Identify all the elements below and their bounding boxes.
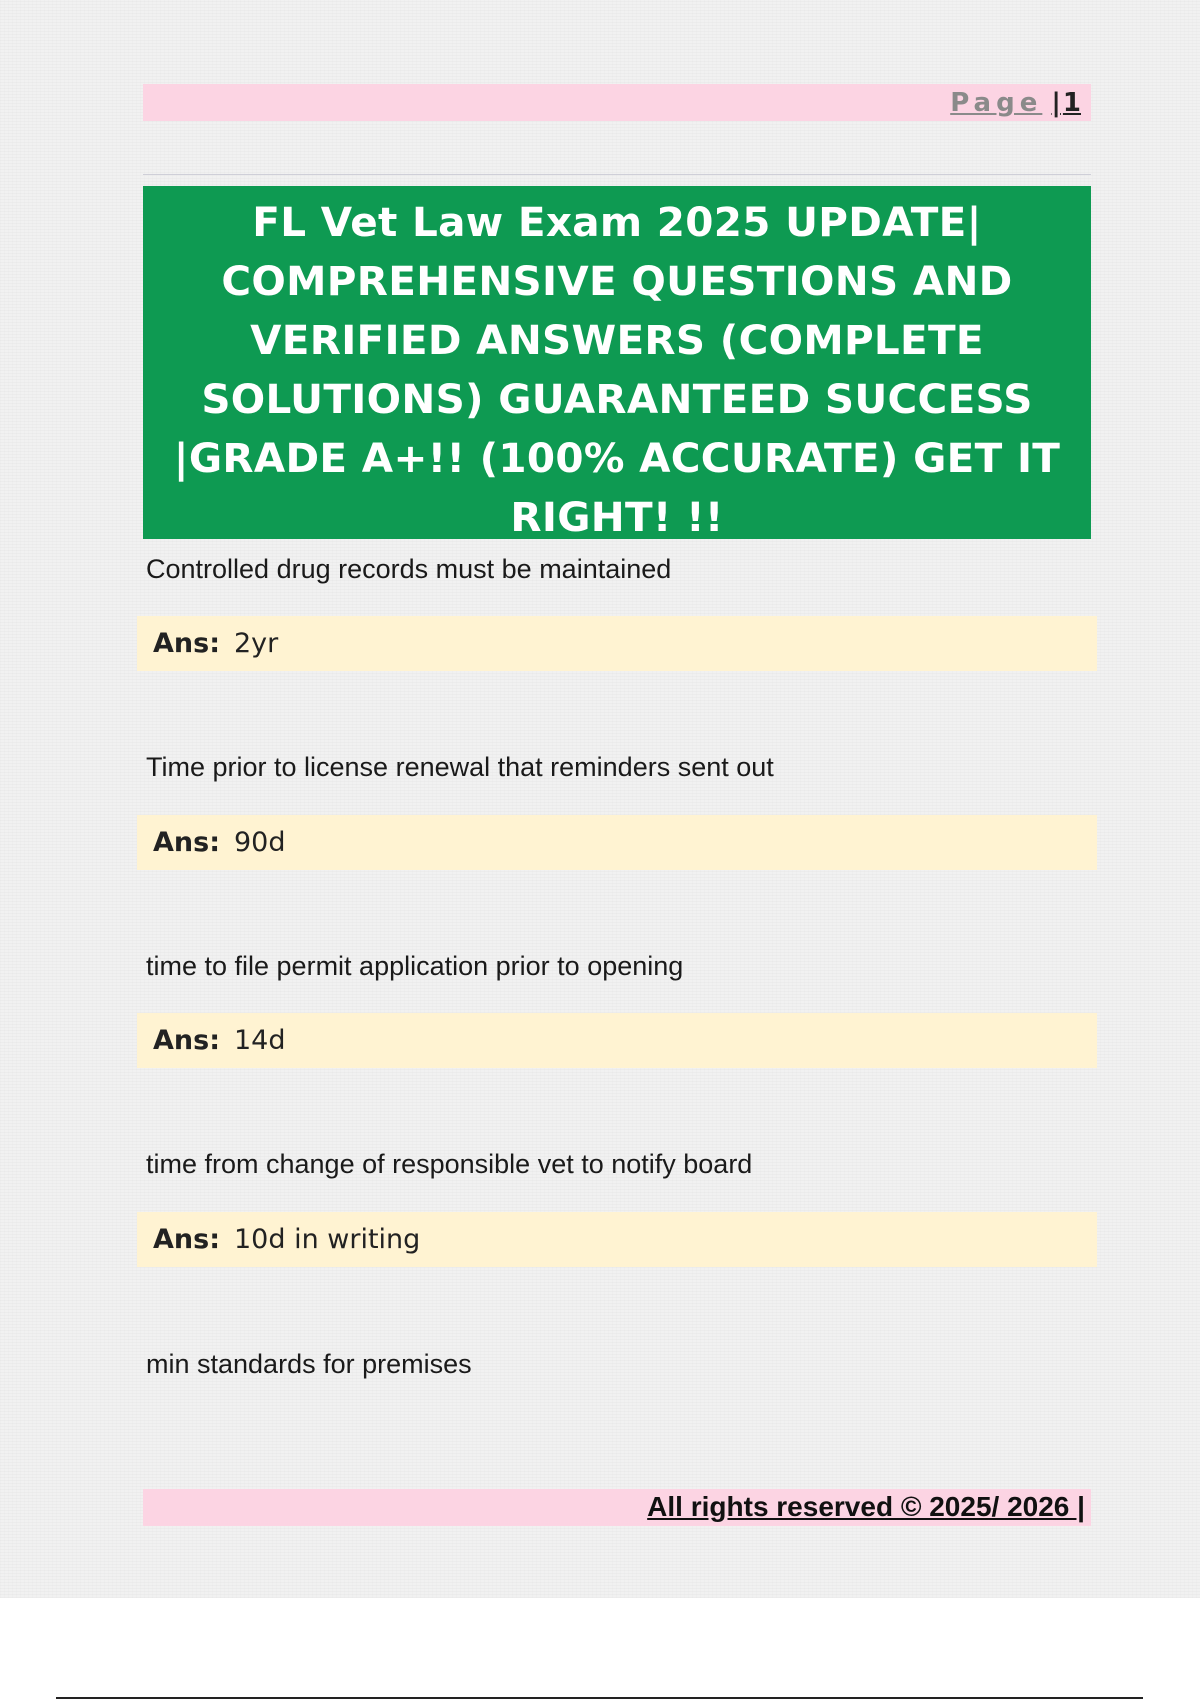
answer-label: Ans: xyxy=(153,1224,220,1255)
answer-value: 90d xyxy=(234,827,286,858)
answer-box xyxy=(137,1013,1097,1068)
copyright-notice: All rights reserved © 2025/ 2026 | xyxy=(647,1491,1085,1522)
title-line: COMPREHENSIVE QUESTIONS AND xyxy=(221,257,1013,305)
page-word: Page xyxy=(950,88,1043,118)
answer-value: 2yr xyxy=(234,628,279,659)
page-footer xyxy=(143,1489,1091,1526)
title-line: VERIFIED ANSWERS (COMPLETE xyxy=(250,316,984,364)
question-text: min standards for premises xyxy=(146,1349,472,1379)
bottom-divider xyxy=(56,1697,1143,1699)
document-title xyxy=(143,186,1091,539)
answer-label: Ans: xyxy=(153,1025,220,1056)
answer-label: Ans: xyxy=(153,827,220,858)
title-line: RIGHT! !! xyxy=(510,493,724,541)
question-text: Time prior to license renewal that reminders sent out xyxy=(146,752,774,782)
page-number-value: 1 xyxy=(1062,88,1081,118)
title-line: SOLUTIONS) GUARANTEED SUCCESS xyxy=(201,375,1033,423)
answer-value: 10d in writing xyxy=(234,1224,421,1255)
question-text: time to file permit application prior to opening xyxy=(146,951,684,981)
answer-box xyxy=(137,1212,1097,1267)
title-line: |GRADE A+!! (100% ACCURATE) GET IT xyxy=(173,434,1061,482)
answer-value: 14d xyxy=(234,1025,286,1056)
page-number xyxy=(950,88,1081,118)
question-text: Controlled drug records must be maintained xyxy=(146,554,672,584)
page-header xyxy=(143,84,1091,121)
answer-box xyxy=(137,616,1097,671)
answer-label: Ans: xyxy=(153,628,220,659)
answer-box xyxy=(137,815,1097,870)
page-separator: | xyxy=(1051,88,1061,118)
title-line: FL Vet Law Exam 2025 UPDATE| xyxy=(252,198,982,246)
header-divider xyxy=(143,174,1091,175)
question-text: time from change of responsible vet to notify board xyxy=(146,1149,753,1179)
